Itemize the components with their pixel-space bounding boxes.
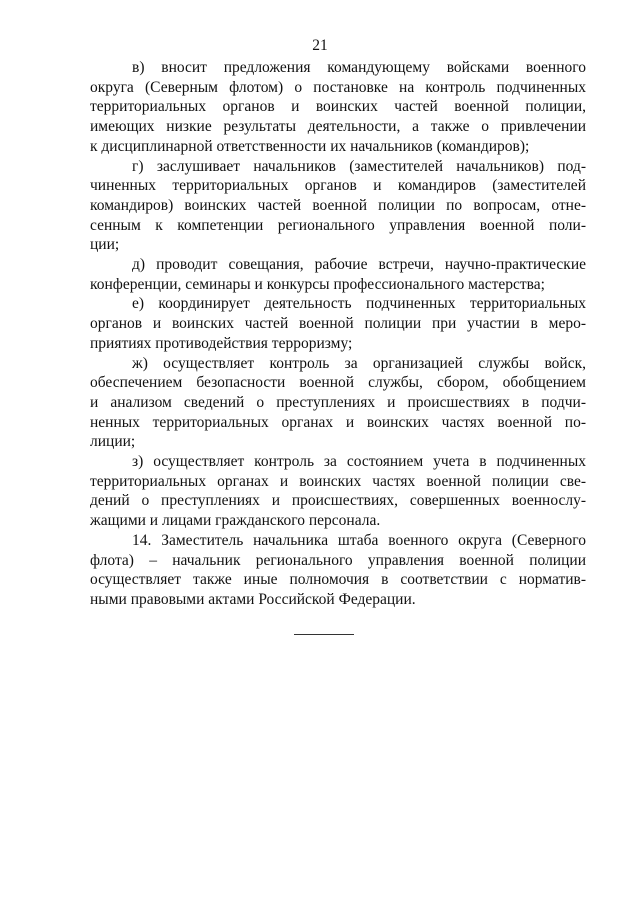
paragraph-zh bbox=[90, 354, 586, 453]
text-line: ными правовыми актами Российской Федерации. bbox=[90, 590, 416, 608]
text-line: е) координирует деятельность подчиненных территориальных bbox=[132, 295, 586, 313]
text-line: лиции; bbox=[90, 433, 136, 451]
text-line: командиров) воинских частей военной полиции по вопросам, отне- bbox=[90, 196, 586, 214]
text-line: обеспечением безопасности военной службы, сбором, обобщением bbox=[90, 374, 586, 392]
text-line: территориальных органах и воинских частях военной полиции све- bbox=[90, 472, 586, 490]
text-line: ж) осуществляет контроль за организацией службы войск, bbox=[132, 354, 586, 372]
text-line: г) заслушивает начальников (заместителей начальников) под- bbox=[132, 157, 586, 175]
text-line: осуществляет также иные полномочия в соответствии с норматив- bbox=[90, 571, 586, 589]
text-line: флота) – начальник регионального управления военной полиции bbox=[90, 551, 586, 569]
text-line: органов и воинских частей военной полиции при участии в меро- bbox=[90, 315, 586, 333]
text-line: в) вносит предложения командующему войсками военного bbox=[132, 59, 586, 76]
text-line: сенным к компетенции регионального управления военной поли- bbox=[90, 216, 586, 234]
text-line: ции; bbox=[90, 236, 120, 254]
paragraph-g bbox=[90, 157, 586, 256]
text-line: дений о преступлениях и происшествиях, совершенных военнослу- bbox=[90, 492, 586, 510]
text-line: территориальных органов и воинских частей военной полиции, bbox=[90, 98, 586, 116]
text-line: приятиях противодействия терроризму; bbox=[90, 334, 353, 352]
paragraph-e bbox=[90, 294, 586, 353]
text-line: округа (Северным флотом) о постановке на контроль подчиненных bbox=[90, 78, 586, 96]
text-line: и анализом сведений о преступлениях и происшествиях в подчи- bbox=[90, 393, 586, 411]
paragraph-z bbox=[90, 452, 586, 531]
text-line: 14. Заместитель начальника штаба военного округа (Северного bbox=[132, 531, 586, 549]
paragraph-14 bbox=[90, 531, 586, 610]
text-line: ненных территориальных органах и воинских частях военной по- bbox=[90, 413, 586, 431]
text-line: имеющих низкие результаты деятельности, а также о привлечении bbox=[90, 118, 586, 136]
paragraph-d bbox=[90, 255, 586, 294]
paragraph-v bbox=[90, 58, 586, 157]
end-separator-line bbox=[294, 634, 354, 635]
text-line: жащими и лицами гражданского персонала. bbox=[90, 512, 381, 530]
text-line: чиненных территориальных органов и командиров (заместителей bbox=[90, 177, 586, 195]
text-line: конференции, семинары и конкурсы профессионального мастерства; bbox=[90, 275, 545, 293]
text-line: з) осуществляет контроль за состоянием учета в подчиненных bbox=[132, 453, 586, 471]
page-number: 21 bbox=[312, 37, 328, 54]
document-body bbox=[90, 58, 586, 610]
text-line: д) проводит совещания, рабочие встречи, научно-практические bbox=[132, 256, 586, 274]
text-line: к дисциплинарной ответственности их начальников (командиров); bbox=[90, 137, 530, 155]
